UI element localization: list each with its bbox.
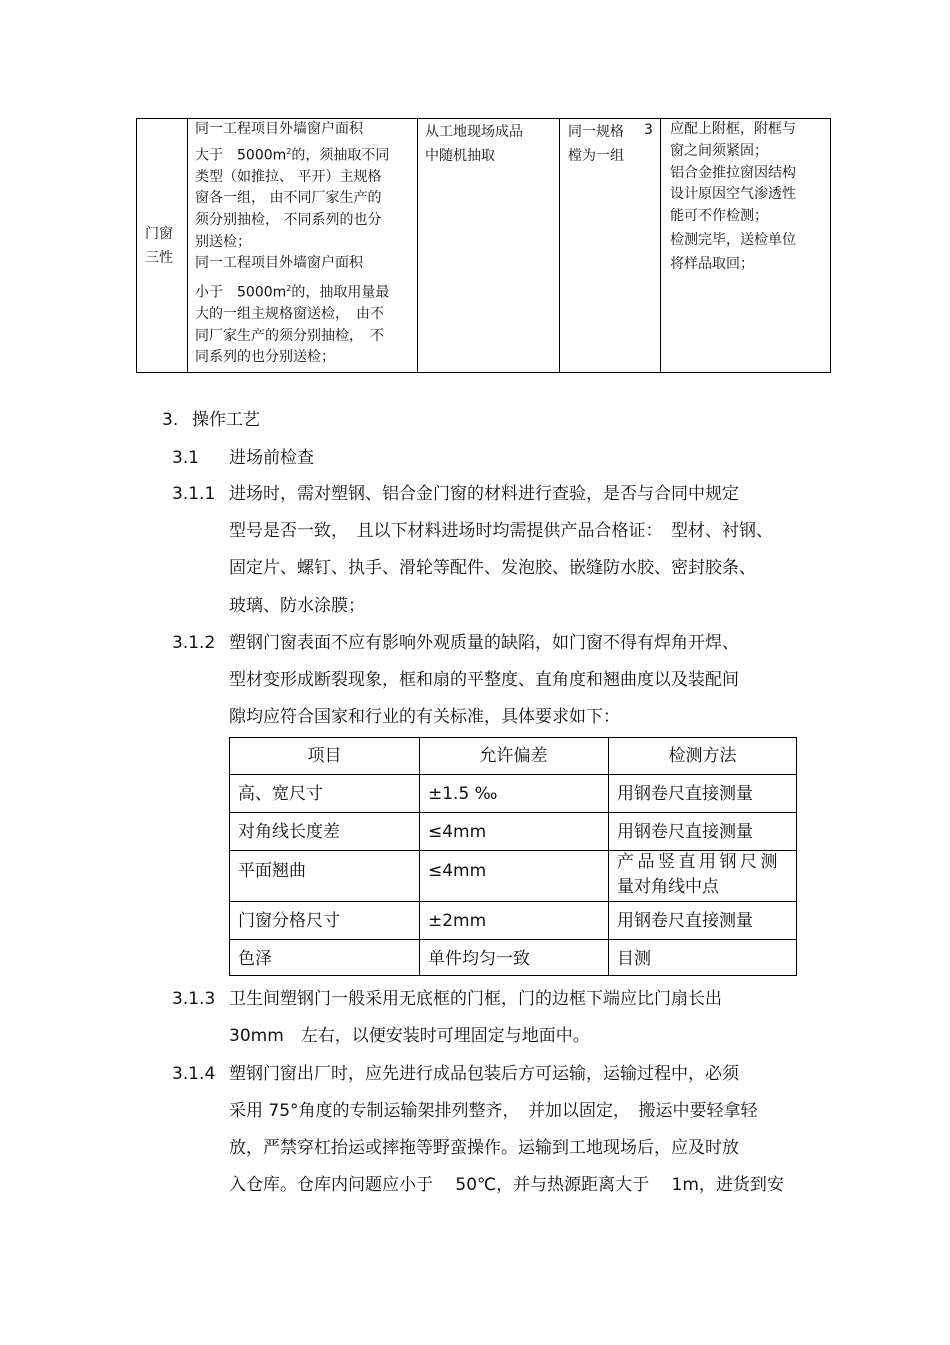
clause-text: 型号是否一致， 且以下材料进场时均需提供产品合格证： 型材、衬钢、 (229, 521, 773, 541)
clause-text: 卫生间塑钢门一般采用无底框的门框，门的边框下端应比门扇长出 (229, 989, 722, 1009)
table-cell: 门窗分格尺寸 (238, 911, 340, 931)
sampling-method-cell: 从工地现场成品 中随机抽取 (425, 124, 523, 164)
table-divider (230, 774, 796, 775)
clause-text: 型材变形成断裂现象，框和扇的平整度、直角度和翘曲度以及装配间 (229, 670, 739, 690)
section-title: 操作工艺 (192, 410, 260, 430)
clause-text: 采用 75°角度的专制运输架排列整齐， 并加以固定， 搬运中要轻拿轻 (229, 1101, 758, 1121)
clause-text: 放，严禁穿杠抬运或摔拖等野蛮操作。运输到工地现场后，应及时放 (229, 1138, 739, 1158)
clause-number: 3.1.2 (172, 633, 216, 653)
table-header: 检测方法 (668, 746, 737, 766)
remarks-cell: 应配上附框，附框与 窗之间须紧固； 铝合金推拉窗因结构 设计原因空气渗透性 能可不作检测； 检测完毕，送检单位 将样品取回； (670, 121, 796, 272)
clause-number: 3.1.1 (172, 484, 216, 504)
table-cell: ±1.5 ‰ (428, 784, 498, 804)
clause-text: 玻璃、防水涂膜； (229, 596, 365, 616)
clause-text: 进场时，需对塑钢、铝合金门窗的材料进行查验，是否与合同中规定 (229, 484, 739, 504)
table-cell: 用钢卷尺直接测量 (617, 911, 753, 931)
table-cell: 用钢卷尺直接测量 (617, 822, 753, 842)
table-cell: 单件均匀一致 (428, 949, 530, 969)
top-table (136, 118, 831, 373)
sampling-rule-cell: 同一工程项目外墙窗户面积 大于 $5000m^2$的，须抽取不同 类型（如推拉、 平开）主规格 窗各一组， 由不同厂家生产的 须分别抽检， 不同系列的也分 别送检； 同一工程项目外墙窗户面积 小于 $5000m^2$的，抽取用量最 大的一组主规格窗送检， 由不 同厂家生产的须分别抽检， 不 同系列的也分别送检； (195, 121, 390, 366)
clause-text: 塑钢门窗表面不应有影响外观质量的缺陷，如门窗不得有焊角开焊、 (229, 633, 739, 653)
clause-number: 3.1.4 (172, 1064, 216, 1084)
table-cell: ≤4mm (428, 822, 487, 842)
clause-text: 隙均应符合国家和行业的有关标准，具体要求如下： (229, 707, 620, 727)
table-cell: 高、宽尺寸 (238, 784, 323, 804)
table-cell: ≤4mm (428, 861, 487, 881)
subsection-number: 3.1 (172, 448, 200, 468)
table-divider (559, 119, 560, 372)
table-header: 项目 (307, 746, 342, 766)
table-cell: 对角线长度差 (238, 822, 340, 842)
batch-quantity: 3 (644, 122, 653, 138)
clause-text: 30mm 左右，以便安装时可埋固定与地面中。 (229, 1026, 590, 1046)
table-divider (230, 812, 796, 813)
table-divider (230, 850, 796, 851)
section-number: 3. (162, 410, 179, 430)
tolerance-table (229, 737, 797, 976)
table-cell: ±2mm (428, 911, 487, 931)
batch-cell: 同一规格 樘为一组 (568, 124, 624, 164)
table-cell: 量对角线中点 (617, 877, 719, 897)
table-divider (230, 901, 796, 902)
clause-number: 3.1.3 (172, 989, 216, 1009)
table-divider (187, 119, 188, 372)
subsection-title: 进场前检查 (229, 448, 314, 468)
table-header: 允许偏差 (479, 746, 548, 766)
table-cell: 平面翘曲 (238, 861, 306, 881)
table-cell: 色泽 (238, 949, 272, 969)
clause-text: 固定片、螺钉、执手、滑轮等配件、发泡胶、嵌缝防水胶、密封胶条、 (229, 558, 756, 578)
item-name-cell: 门窗 三性 (145, 226, 173, 266)
table-divider (230, 939, 796, 940)
clause-text: 入仓库。仓库内问题应小于 50℃，并与热源距离大于 1m，进货到安 (229, 1175, 784, 1195)
table-cell: 用钢卷尺直接测量 (617, 784, 753, 804)
clause-text: 塑钢门窗出厂时，应先进行成品包装后方可运输，运输过程中，必须 (229, 1064, 739, 1084)
table-cell: 目测 (617, 949, 651, 969)
table-divider (660, 119, 661, 372)
table-divider (417, 119, 418, 372)
table-cell: 产品竖直用钢尺测 (617, 852, 781, 872)
